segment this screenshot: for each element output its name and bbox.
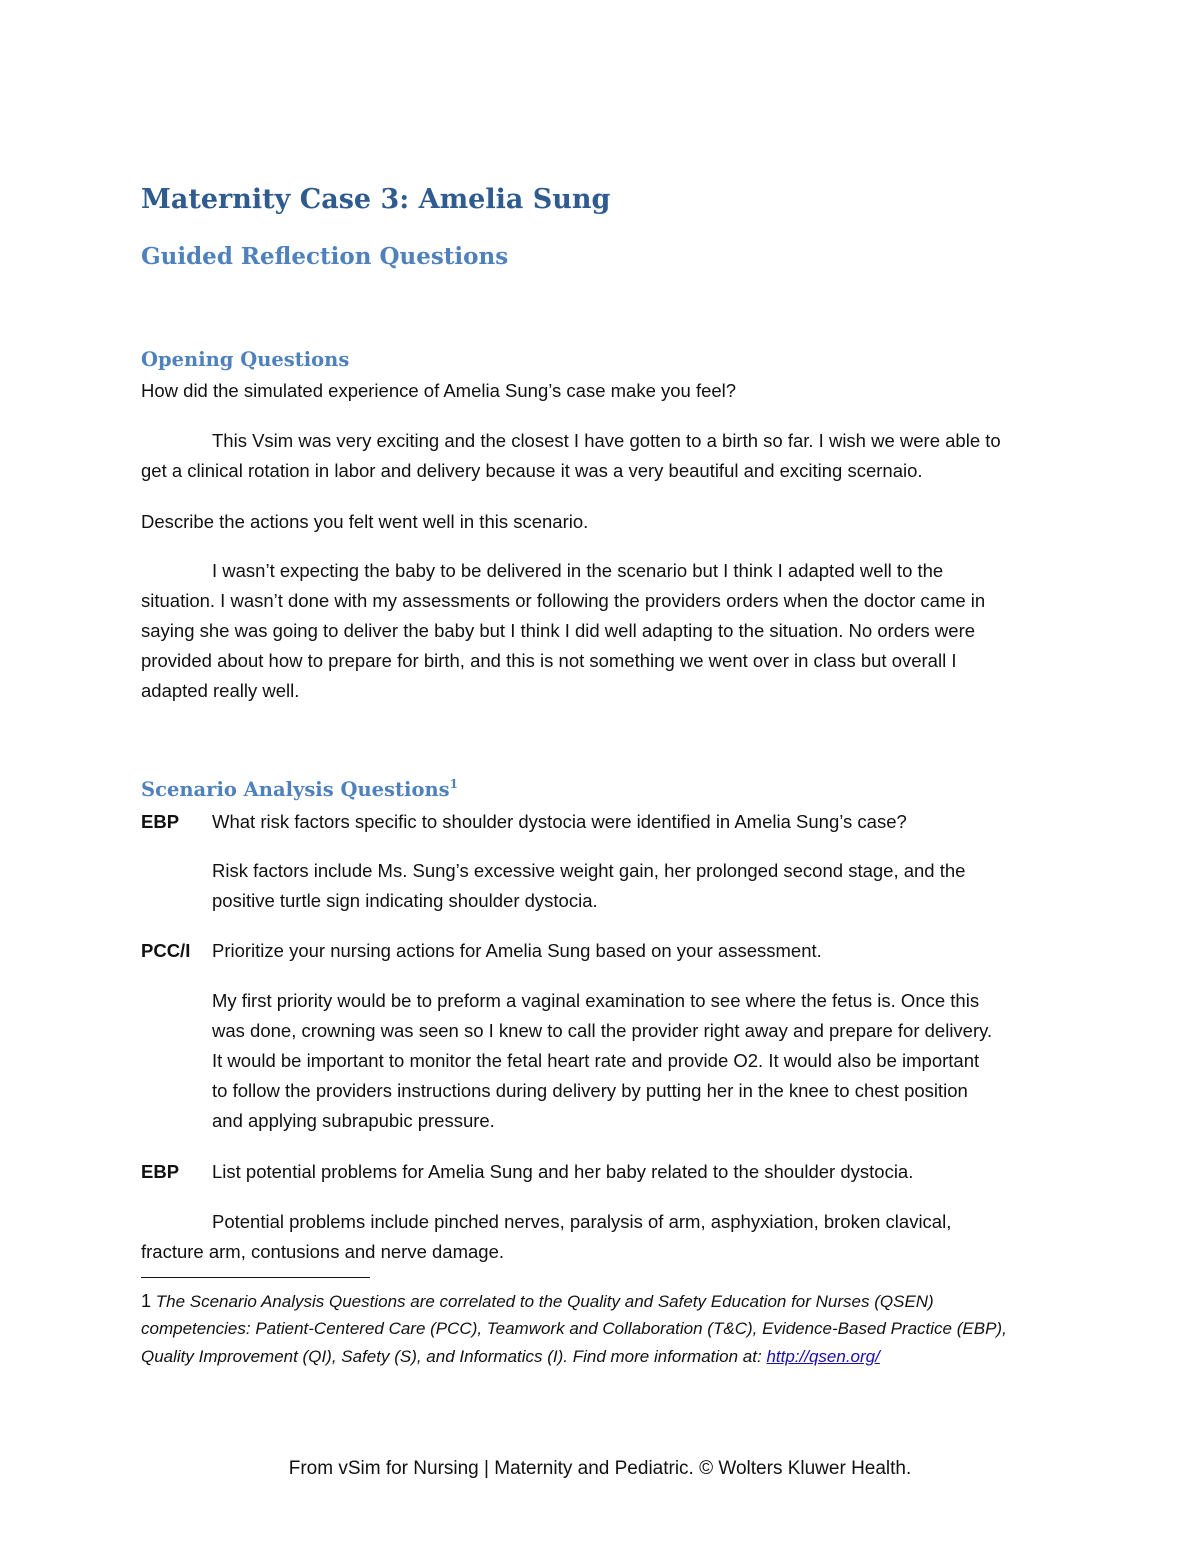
- answer-line: get a clinical rotation in labor and delivery because it was a very beautiful and exciting scernaio.: [141, 460, 923, 481]
- answer-line: Risk factors include Ms. Sung’s excessive weight gain, her prolonged second stage, and the: [212, 860, 966, 881]
- scenario-analysis-heading: [141, 777, 458, 801]
- scenario-question-3: List potential problems for Amelia Sung and her baby related to the shoulder dystocia.: [212, 1161, 914, 1182]
- scenario-answer-2: [212, 986, 992, 1136]
- answer-line: Potential problems include pinched nerves, paralysis of arm, asphyxiation, broken clavical,: [212, 1211, 952, 1232]
- opening-answer-2: [141, 556, 985, 706]
- answer-line: to follow the providers instructions during delivery by putting her in the knee to chest position: [212, 1080, 968, 1101]
- scenario-question-1: What risk factors specific to shoulder dystocia were identified in Amelia Sung’s case?: [212, 811, 907, 832]
- footnote-number: 1: [141, 1291, 152, 1311]
- opening-question-2: Describe the actions you felt went well in this scenario.: [141, 511, 589, 532]
- footnote-reference[interactable]: 1: [449, 777, 458, 791]
- opening-questions-heading: Opening Questions: [141, 348, 350, 371]
- answer-line: It would be important to monitor the fetal heart rate and provide O2. It would also be important: [212, 1050, 980, 1071]
- answer-line: situation. I wasn’t done with my assessments or following the providers orders when the doctor came in: [141, 590, 986, 611]
- answer-line: adapted really well.: [141, 680, 300, 701]
- answer-line: saying she was going to deliver the baby but I think I did well adapting to the situation. No orders were: [141, 620, 976, 641]
- answer-line: and applying subrapubic pressure.: [212, 1110, 495, 1131]
- answer-line: This Vsim was very exciting and the closest I have gotten to a birth so far. I wish we were able to: [212, 430, 1001, 451]
- page-title: Maternity Case 3: Amelia Sung: [141, 184, 611, 215]
- footnote: [141, 1287, 1007, 1371]
- competency-tag-pcc-i: PCC/I: [141, 940, 191, 961]
- page-subtitle: Guided Reflection Questions: [141, 243, 509, 270]
- footnote-line: The Scenario Analysis Questions are correlated to the Quality and Safety Education for Nurses (QSEN): [155, 1292, 934, 1311]
- competency-tag-ebp: EBP: [141, 811, 180, 832]
- answer-line: was done, crowning was seen so I knew to call the provider right away and prepare for delivery.: [212, 1020, 993, 1041]
- answer-line: fracture arm, contusions and nerve damage.: [141, 1241, 504, 1262]
- qsen-link[interactable]: http://qsen.org/: [766, 1347, 880, 1366]
- answer-line: My first priority would be to preform a vaginal examination to see where the fetus is. Once this: [212, 990, 980, 1011]
- footnote-line: Quality Improvement (QI), Safety (S), and Informatics (I). Find more information at:: [141, 1347, 767, 1366]
- answer-line: I wasn’t expecting the baby to be delivered in the scenario but I think I adapted well to the: [212, 560, 944, 581]
- scenario-answer-1: [212, 856, 965, 916]
- scenario-question-2: Prioritize your nursing actions for Amelia Sung based on your assessment.: [212, 940, 822, 961]
- page-footer: From vSim for Nursing | Maternity and Pediatric. © Wolters Kluwer Health.: [288, 1458, 912, 1479]
- scenario-answer-3: [141, 1207, 951, 1267]
- answer-line: provided about how to prepare for birth, and this is not something we went over in class but overall I: [141, 650, 957, 671]
- opening-answer-1: [141, 426, 1001, 486]
- opening-question-1: How did the simulated experience of Amelia Sung’s case make you feel?: [141, 380, 737, 401]
- competency-tag-ebp: EBP: [141, 1161, 180, 1182]
- answer-line: positive turtle sign indicating shoulder dystocia.: [212, 890, 598, 911]
- footnote-line: competencies: Patient-Centered Care (PCC), Teamwork and Collaboration (T&C), Evidence-Based Practice (EBP),: [141, 1319, 1007, 1338]
- footnote-separator: [141, 1277, 370, 1278]
- scenario-heading-text: Scenario Analysis Questions: [141, 778, 450, 801]
